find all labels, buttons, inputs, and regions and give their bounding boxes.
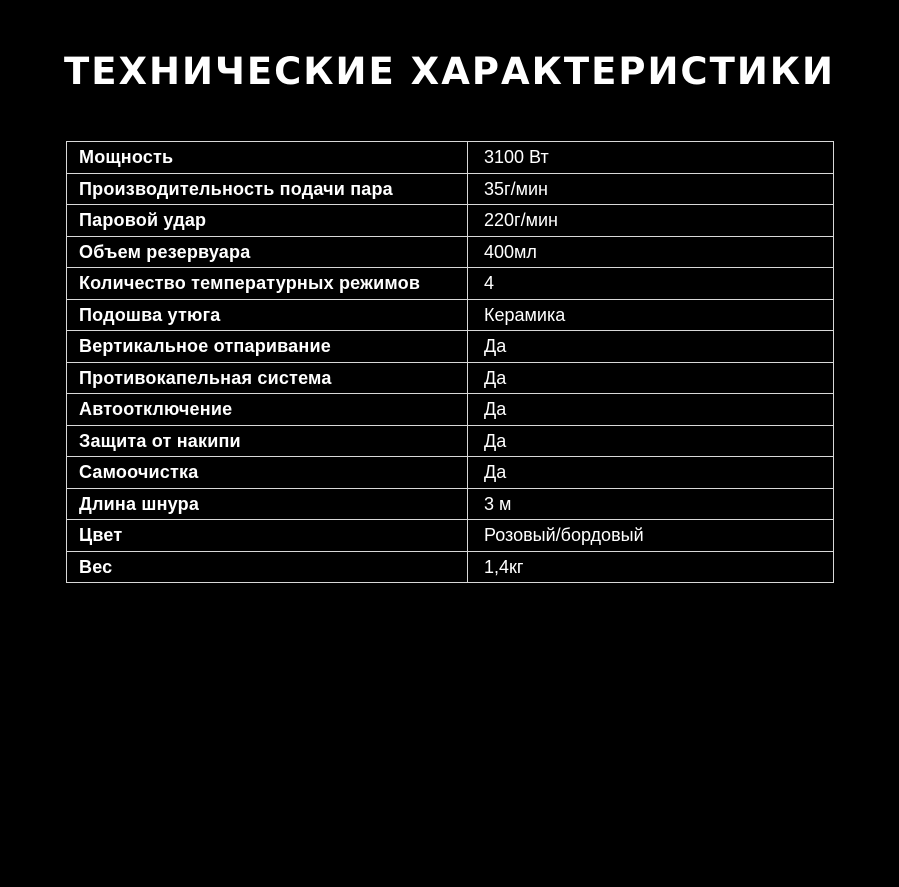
- spec-label: Объем резервуара: [67, 236, 468, 268]
- spec-value: Керамика: [468, 299, 834, 331]
- table-row: [67, 551, 834, 583]
- spec-label: Самоочистка: [67, 457, 468, 489]
- specifications-table-body: [67, 142, 834, 583]
- spec-label: Длина шнура: [67, 488, 468, 520]
- spec-value: 400мл: [468, 236, 834, 268]
- table-row: [67, 299, 834, 331]
- table-row: [67, 268, 834, 300]
- spec-label: Производительность подачи пара: [67, 173, 468, 205]
- spec-value: 220г/мин: [468, 205, 834, 237]
- table-row: [67, 488, 834, 520]
- spec-label: Мощность: [67, 142, 468, 174]
- spec-value: Да: [468, 331, 834, 363]
- spec-label: Вертикальное отпаривание: [67, 331, 468, 363]
- spec-value: 3 м: [468, 488, 834, 520]
- spec-value: 4: [468, 268, 834, 300]
- page-title: ТЕХНИЧЕСКИЕ ХАРАКТЕРИСТИКИ: [64, 50, 835, 93]
- spec-value: 3100 Вт: [468, 142, 834, 174]
- spec-value: 1,4кг: [468, 551, 834, 583]
- table-row: [67, 457, 834, 489]
- spec-label: Вес: [67, 551, 468, 583]
- table-row: [67, 205, 834, 237]
- table-row: [67, 331, 834, 363]
- spec-label: Защита от накипи: [67, 425, 468, 457]
- specifications-table: [66, 141, 834, 583]
- table-row: [67, 425, 834, 457]
- spec-label: Автоотключение: [67, 394, 468, 426]
- spec-label: Паровой удар: [67, 205, 468, 237]
- spec-label: Цвет: [67, 520, 468, 552]
- spec-label: Подошва утюга: [67, 299, 468, 331]
- spec-value: 35г/мин: [468, 173, 834, 205]
- spec-value: Да: [468, 425, 834, 457]
- spec-label: Количество температурных режимов: [67, 268, 468, 300]
- spec-label: Противокапельная система: [67, 362, 468, 394]
- table-row: [67, 236, 834, 268]
- spec-value: Розовый/бордовый: [468, 520, 834, 552]
- table-row: [67, 394, 834, 426]
- spec-value: Да: [468, 394, 834, 426]
- table-row: [67, 362, 834, 394]
- table-row: [67, 173, 834, 205]
- table-row: [67, 142, 834, 174]
- spec-value: Да: [468, 457, 834, 489]
- spec-value: Да: [468, 362, 834, 394]
- table-row: [67, 520, 834, 552]
